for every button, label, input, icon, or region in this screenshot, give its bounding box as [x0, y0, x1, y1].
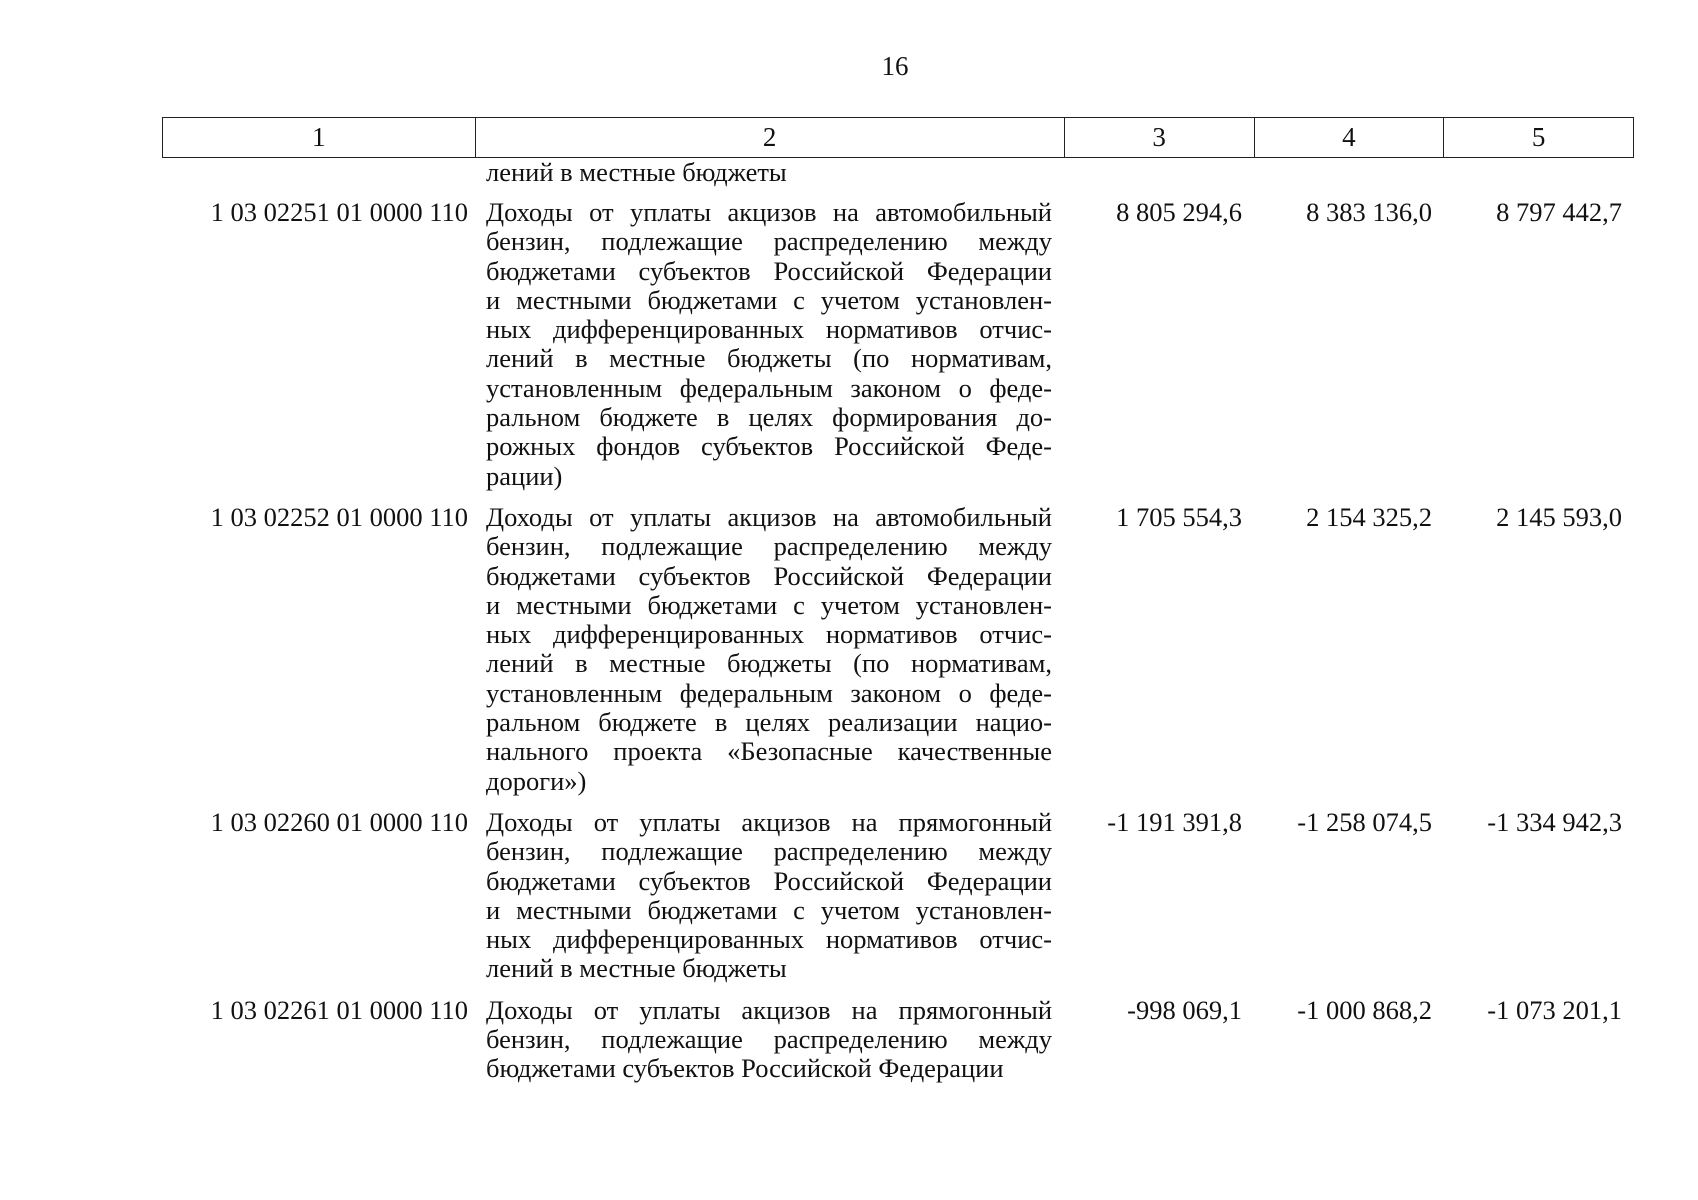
description-line: и местными бюджетами с учетом установлен-	[486, 894, 1052, 925]
description-line: лений в местные бюджеты	[486, 953, 787, 984]
amount-v3: 8 805 294,6	[1116, 197, 1242, 227]
description-line: и местными бюджетами с учетом установлен-	[486, 589, 1052, 620]
column-header-2: 2	[475, 118, 1064, 157]
income-description	[474, 996, 1064, 1084]
description-line: Доходы от уплаты акцизов на прямогонный	[486, 806, 1052, 837]
description-line: и местными бюджетами с учетом установлен-	[486, 284, 1052, 315]
description-line: ных дифференцированных нормативов отчис-	[486, 314, 1052, 345]
description-line: ных дифференцированных нормативов отчис-	[486, 924, 1052, 955]
column-header-1: 1	[312, 122, 326, 152]
amount-v4: 8 383 136,0	[1306, 197, 1432, 227]
continuation-text: лений в местные бюджеты	[486, 157, 787, 187]
income-code: 1 03 02260 01 0000 110	[210, 806, 468, 837]
description-line: Доходы от уплаты акцизов на прямогонный	[486, 994, 1052, 1025]
description-line: рации)	[486, 460, 563, 491]
amount-v4: 2 154 325,2	[1306, 501, 1432, 532]
table-row	[162, 198, 1634, 491]
description-line: бюджетами субъектов Российской Федерации	[486, 560, 1052, 591]
description-line: бюджетами субъектов Российской Федерации	[486, 1053, 1004, 1084]
description-line: нального проекта «Безопасные качественные	[486, 736, 1052, 767]
description-line: установленным федеральным законом о феде-	[486, 677, 1052, 708]
income-code: 1 03 02252 01 0000 110	[210, 501, 468, 532]
table-row	[162, 503, 1634, 796]
description-line: лений в местные бюджеты (по нормативам,	[486, 343, 1052, 374]
amount-v4: -1 000 868,2	[1297, 994, 1432, 1025]
page-number: 16	[881, 51, 909, 81]
description-line: дороги»)	[486, 765, 587, 796]
description-line: бензин, подлежащие распределению между	[486, 836, 1052, 867]
table-header	[162, 117, 1634, 158]
amount-v5: -1 073 201,1	[1487, 994, 1622, 1025]
table-row	[162, 996, 1634, 1084]
description-line: Доходы от уплаты акцизов на автомобильный	[486, 501, 1052, 532]
description-line: рожных фондов субъектов Российской Феде-	[486, 431, 1052, 462]
income-description	[474, 198, 1064, 491]
column-header-4: 4	[1254, 118, 1444, 157]
description-line: бензин, подлежащие распределению между	[486, 226, 1052, 257]
income-description	[474, 503, 1064, 796]
income-code: 1 03 02261 01 0000 110	[210, 994, 468, 1025]
income-description	[474, 808, 1064, 984]
description-line: бензин, подлежащие распределению между	[486, 531, 1052, 562]
table-row	[162, 808, 1634, 984]
description-line: ральном бюджете в целях формирования до-	[486, 402, 1052, 433]
amount-v5: 2 145 593,0	[1496, 501, 1622, 532]
column-header-3: 3	[1064, 118, 1254, 157]
description-line: ральном бюджете в целях реализации нацио-	[486, 707, 1052, 738]
amount-v3: -1 191 391,8	[1107, 806, 1242, 837]
table-body	[162, 198, 1634, 1096]
description-line: бюджетами субъектов Российской Федерации	[486, 255, 1052, 286]
description-line: установленным федеральным законом о феде-	[486, 372, 1052, 403]
amount-v5: 8 797 442,7	[1496, 197, 1622, 227]
description-line: бензин, подлежащие распределению между	[486, 1024, 1052, 1055]
description-line: бюджетами субъектов Российской Федерации	[486, 865, 1052, 896]
description-line: Доходы от уплаты акцизов на автомобильный	[486, 197, 1052, 227]
amount-v5: -1 334 942,3	[1487, 806, 1622, 837]
income-code: 1 03 02251 01 0000 110	[210, 197, 468, 227]
amount-v3: -998 069,1	[1127, 994, 1242, 1025]
amount-v4: -1 258 074,5	[1297, 806, 1432, 837]
description-line: ных дифференцированных нормативов отчис-	[486, 619, 1052, 650]
amount-v3: 1 705 554,3	[1116, 501, 1242, 532]
column-header-5: 5	[1443, 118, 1633, 157]
description-line: лений в местные бюджеты (по нормативам,	[486, 648, 1052, 679]
